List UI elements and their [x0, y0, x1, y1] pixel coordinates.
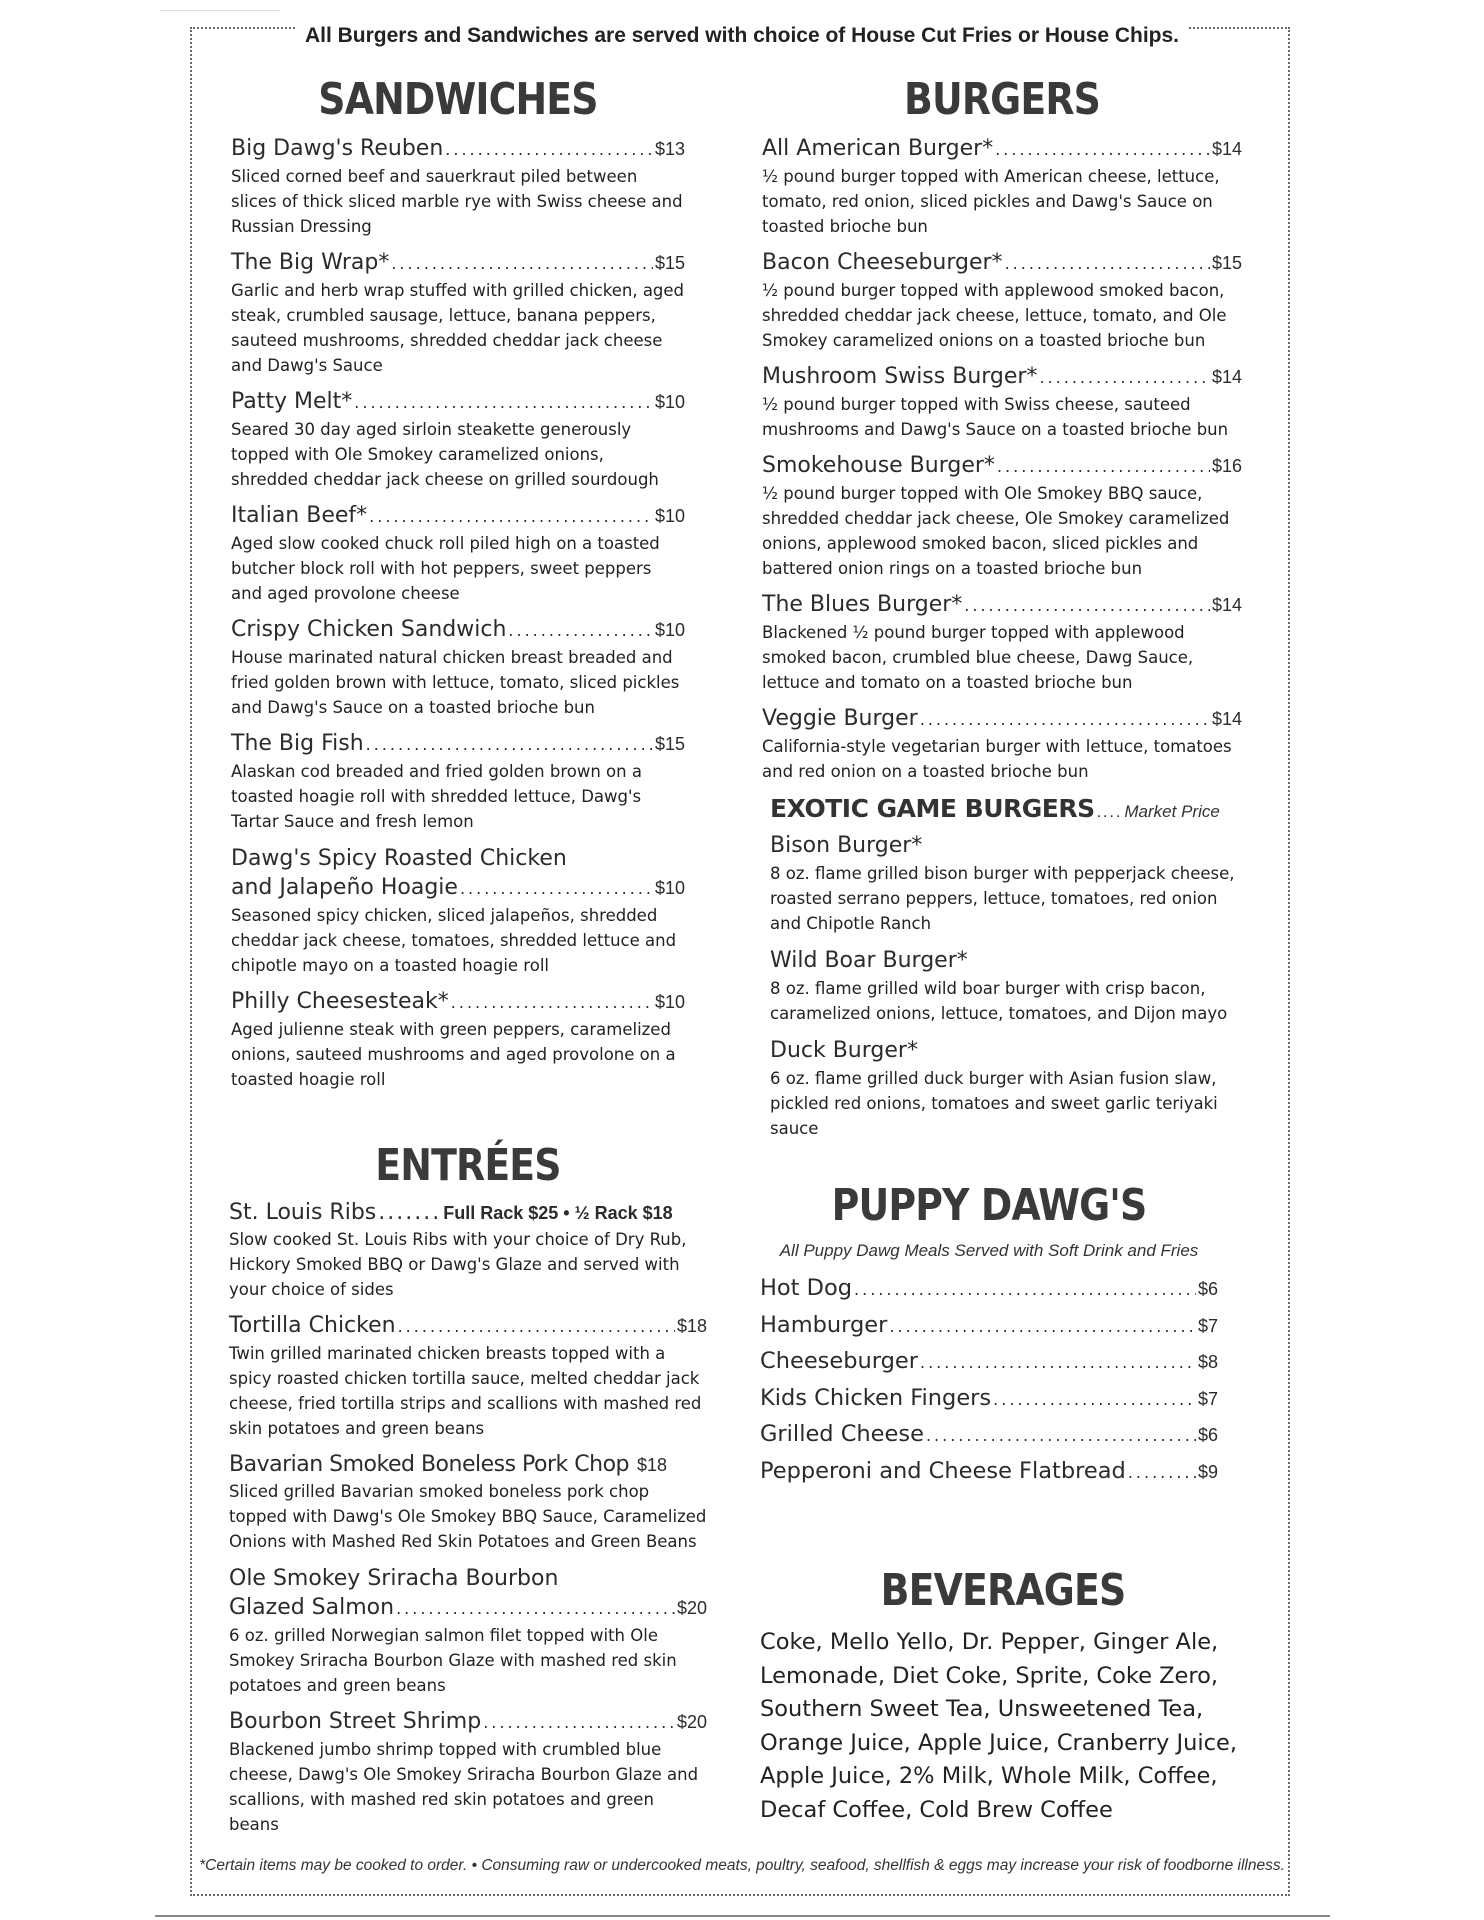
item-price: $7: [1197, 1388, 1218, 1409]
beverage-line: Orange Juice, Apple Juice, Cranberry Juice,: [760, 1729, 1238, 1756]
item-price: $10: [654, 992, 685, 1012]
menu-item: [762, 363, 1242, 442]
menu-item: [231, 249, 685, 378]
beverage-line: Apple Juice, 2% Milk, Whole Milk, Coffee,: [760, 1763, 1218, 1789]
item-name: Hot Dog: [760, 1275, 853, 1301]
item-price: $10: [654, 878, 685, 898]
exotic-heading: [770, 794, 1242, 823]
item-desc: Seared 30 day aged sirloin steakette generously topped with Ole Smokey caramelized onions, shredded cheddar jack cheese on grilled sourdough: [231, 420, 659, 489]
beverage-line: Lemonade, Diet Coke, Sprite, Coke Zero,: [760, 1662, 1219, 1689]
menu-item: [229, 1451, 707, 1554]
exotic-price: Market Price: [1124, 802, 1220, 821]
item-desc: 6 oz. flame grilled duck burger with Asian fusion slaw, pickled red onions, tomatoes and sweet garlic teriyaki sauce: [770, 1069, 1218, 1138]
item-desc: Blackened jumbo shrimp topped with crumbled blue cheese, Dawg's Ole Smokey Sriracha Bourbon Glaze and scallions, with mashed red skin potatoes and green beans: [229, 1740, 699, 1834]
item-name: Crispy Chicken Sandwich: [231, 617, 507, 642]
item-name: Bourbon Street Shrimp: [229, 1709, 482, 1734]
beverages-section: [760, 1565, 1246, 1827]
beverage-line: Southern Sweet Tea, Unsweetened Tea,: [760, 1696, 1204, 1722]
item-price: $15: [654, 253, 685, 273]
item-desc: Blackened ½ pound burger topped with applewood smoked bacon, crumbled blue cheese, Dawg Sauce, lettuce and tomato on a toasted brioche bun: [762, 623, 1194, 692]
item-desc: Slow cooked St. Louis Ribs with your choice of Dry Rub, Hickory Smoked BBQ or Dawg's Glaze and served with your choice of sides: [229, 1230, 687, 1299]
item-price: $14: [1211, 367, 1242, 387]
item-name: Smokehouse Burger*: [762, 453, 995, 478]
item-desc: California-style vegetarian burger with lettuce, tomatoes and red onion on a toasted brioche bun: [762, 737, 1232, 781]
item-desc: Aged slow cooked chuck roll piled high on a toasted butcher block roll with hot peppers, sweet peppers and aged provolone cheese: [231, 534, 660, 603]
item-price: $16: [1211, 456, 1242, 476]
item-desc: ½ pound burger topped with Ole Smokey BBQ sauce, shredded cheddar jack cheese, Ole Smokey caramelized onions, applewood smoked bacon, sliced pickles and battered onion rings on a toasted brioche bun: [762, 484, 1230, 578]
menu-item: [229, 1564, 707, 1698]
item-name: Bison Burger*: [770, 833, 923, 858]
item-price: $10: [654, 392, 685, 412]
beverage-line: Decaf Coffee, Cold Brew Coffee: [760, 1796, 1113, 1823]
item-name: Cheeseburger: [760, 1348, 918, 1374]
item-desc: ½ pound burger topped with Swiss cheese, sauteed mushrooms and Dawg's Sauce on a toasted brioche bun: [762, 395, 1229, 439]
item-price: $13: [654, 139, 685, 159]
item-desc: 8 oz. flame grilled wild boar burger with crisp bacon, caramelized onions, lettuce, tomatoes, and Dijon mayo: [770, 979, 1228, 1023]
menu-item: St. Louis Ribs ....... Full Rack $25 • ½ Rack $18 Slow cooked St. Louis Ribs with your choice of Dry Rub, Hickory Smoked BBQ or Dawg's Glaze and served with your choice of sides: [229, 1199, 707, 1302]
item-desc: Sliced corned beef and sauerkraut piled between slices of thick sliced marble rye with Swiss cheese and Russian Dressing: [231, 167, 683, 236]
puppy-note: All Puppy Dawg Meals Served with Soft Drink and Fries: [779, 1241, 1199, 1260]
item-desc: ½ pound burger topped with American cheese, lettuce, tomato, red onion, sliced pickles and Dawg's Sauce on toasted brioche bun: [762, 167, 1220, 236]
item-name: St. Louis Ribs: [229, 1200, 377, 1225]
section-title: BURGERS: [904, 74, 1100, 125]
item-desc: 8 oz. flame grilled bison burger with pepperjack cheese, roasted serrano peppers, lettuce, tomatoes, red onion and Chipotle Ranch: [770, 864, 1235, 933]
item-price: $14: [1211, 709, 1242, 729]
menu-item: [762, 705, 1242, 784]
item-name: Philly Cheesesteak*: [231, 989, 449, 1014]
item-desc: Aged julienne steak with green peppers, caramelized onions, sauteed mushrooms and aged provolone on a toasted hoagie roll: [231, 1020, 676, 1089]
menu-item: [762, 135, 1242, 239]
item-name: Pepperoni and Cheese Flatbread: [760, 1457, 1126, 1484]
section-title: PUPPY DAWG'S: [831, 1180, 1147, 1231]
menu-item: [762, 591, 1242, 695]
item-name: All American Burger*: [762, 136, 994, 161]
item-price: $14: [1211, 595, 1242, 615]
item-name-line1: Dawg's Spicy Roasted Chicken: [231, 846, 567, 871]
menu-item: [229, 1708, 707, 1837]
item-price: $6: [1197, 1279, 1218, 1299]
item-desc: House marinated natural chicken breast breaded and fried golden brown with lettuce, tomato, sliced pickles and Dawg's Sauce on a toasted brioche bun: [231, 648, 680, 717]
menu-item: [770, 1036, 1242, 1141]
beverage-line: Coke, Mello Yello, Dr. Pepper, Ginger Ale,: [760, 1629, 1219, 1655]
exotic-title: EXOTIC GAME BURGERS: [770, 794, 1095, 823]
section-title: SANDWICHES: [318, 74, 598, 125]
item-name: Grilled Cheese: [760, 1421, 924, 1447]
scan-edge: [160, 0, 280, 11]
item-name: and Jalapeño Hoagie: [231, 875, 458, 900]
menu-item: [762, 452, 1242, 581]
item-name: Tortilla Chicken: [229, 1313, 396, 1338]
kids-item: [760, 1454, 1218, 1491]
item-name: Duck Burger*: [770, 1038, 918, 1063]
menu-item: [770, 831, 1242, 936]
menu-item: [231, 844, 685, 978]
item-price: $18: [637, 1455, 668, 1475]
menu-item: [231, 616, 685, 720]
item-desc: Garlic and herb wrap stuffed with grilled chicken, aged steak, crumbled sausage, lettuce, banana peppers, sauteed mushrooms, shredded cheddar jack cheese and Dawg's Sauce: [231, 281, 685, 375]
item-name: Bacon Cheeseburger*: [762, 250, 1003, 275]
item-name: Patty Melt*: [231, 389, 353, 414]
section-title: ENTRÉES: [375, 1140, 561, 1191]
item-name: Hamburger: [760, 1311, 888, 1338]
kids-item: [760, 1381, 1218, 1418]
item-desc: ½ pound burger topped with applewood smoked bacon, shredded cheddar jack cheese, lettuce, tomato, and Ole Smokey caramelized onions on a toasted brioche bun: [762, 281, 1227, 350]
burgers-section: [762, 74, 1242, 1151]
item-name: Glazed Salmon: [229, 1595, 395, 1620]
item-price: $14: [1211, 139, 1242, 159]
item-price: $18: [676, 1316, 707, 1336]
footer-disclaimer: *Certain items may be cooked to order. • Consuming raw or undercooked meats, poultry, seafood, shellfish & eggs may increase your risk of foodborne illness.: [199, 1857, 1285, 1874]
item-name-line1: Ole Smokey Sriracha Bourbon: [229, 1566, 559, 1591]
entrees-section: [229, 1140, 707, 1847]
item-desc: Alaskan cod breaded and fried golden brown on a toasted hoagie roll with shredded lettuce, Dawg's Tartar Sauce and fresh lemon: [231, 762, 642, 831]
item-name: The Big Fish: [231, 731, 364, 756]
item-desc: Sliced grilled Bavarian smoked boneless pork chop topped with Dawg's Ole Smokey BBQ Sauce, Caramelized Onions with Mashed Red Skin Potatoes and Green Beans: [229, 1482, 707, 1551]
item-name: Veggie Burger: [762, 706, 918, 731]
menu-item: [231, 502, 685, 606]
page-bottom-rule: [155, 1915, 1330, 1917]
puppy-section: [760, 1180, 1218, 1490]
exotic-dots: ....: [1096, 804, 1123, 821]
item-desc: Twin grilled marinated chicken breasts topped with a spicy roasted chicken tortilla sauce, melted cheddar jack cheese, fried tortilla strips and scallions with mashed red skin potatoes and green beans: [229, 1344, 702, 1438]
item-price: $20: [676, 1712, 707, 1732]
item-name: Wild Boar Burger*: [770, 948, 968, 973]
item-name: Kids Chicken Fingers: [760, 1384, 992, 1411]
top-note: All Burgers and Sandwiches are served with choice of House Cut Fries or House Chips.: [0, 24, 1484, 48]
menu-item: [231, 988, 685, 1092]
kids-item: [760, 1344, 1218, 1381]
item-name: Big Dawg's Reuben: [231, 136, 444, 161]
item-name: Bavarian Smoked Boneless Pork Chop: [229, 1452, 630, 1477]
sandwiches-section: [231, 74, 685, 1102]
item-desc: 6 oz. grilled Norwegian salmon filet topped with Ole Smokey Sriracha Bourbon Glaze with mashed red skin potatoes and green beans: [229, 1626, 677, 1695]
kids-item: [760, 1417, 1218, 1454]
item-price: $8: [1197, 1352, 1218, 1372]
menu-item: [231, 388, 685, 492]
menu-item: [231, 730, 685, 834]
item-price: Full Rack $25 • ½ Rack $18: [443, 1203, 673, 1223]
menu-item: [770, 946, 1242, 1026]
item-desc: Seasoned spicy chicken, sliced jalapeños, shredded cheddar jack cheese, tomatoes, shredded lettuce and chipotle mayo on a toasted hoagie roll: [231, 906, 677, 975]
exotic-subsection: [762, 794, 1242, 1141]
item-price: $7: [1197, 1315, 1218, 1336]
item-price: $10: [654, 506, 685, 526]
item-price: $6: [1197, 1425, 1218, 1445]
kids-item: [760, 1308, 1218, 1345]
item-price: $20: [676, 1598, 707, 1618]
kids-item: [760, 1271, 1218, 1308]
item-price: $15: [654, 734, 685, 754]
item-price: $15: [1211, 253, 1242, 273]
menu-item: [229, 1312, 707, 1441]
item-price: $9: [1197, 1461, 1218, 1482]
section-title: BEVERAGES: [880, 1565, 1126, 1616]
item-name: The Big Wrap*: [231, 250, 390, 275]
menu-item: [231, 135, 685, 239]
item-price: $10: [654, 620, 685, 640]
item-name: Italian Beef*: [231, 503, 368, 528]
item-name: The Blues Burger*: [762, 592, 963, 617]
menu-item: [762, 249, 1242, 353]
item-name: Mushroom Swiss Burger*: [762, 364, 1038, 389]
